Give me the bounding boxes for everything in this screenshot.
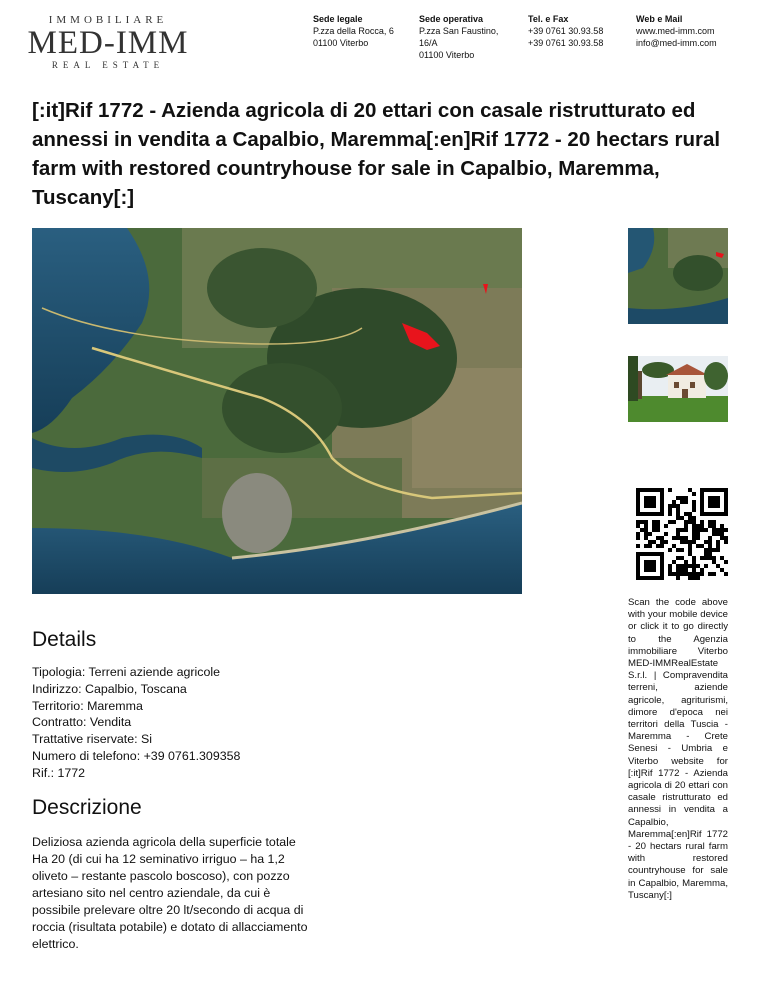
details-heading: Details (32, 628, 97, 651)
detail-item: Indirizzo: Capalbio, Toscana (32, 681, 187, 696)
satellite-map-image[interactable] (32, 228, 522, 594)
header-heading: Web e Mail (636, 14, 683, 24)
qr-code-graphic (636, 488, 728, 580)
header-sede-legale (313, 13, 394, 49)
description-heading: Descrizione (32, 796, 142, 819)
qr-code[interactable] (636, 488, 728, 580)
detail-item: Contratto: Vendita (32, 715, 132, 730)
header-line: +39 0761 30.93.58 (528, 26, 604, 36)
header-heading: Sede legale (313, 14, 363, 24)
logo-top-text: IMMOBILIARE (48, 14, 168, 26)
page-title: [:it]Rif 1772 - Azienda agricola di 20 ettari con casale ristrutturato ed annessi in vendita a Capalbio, Maremma[:en]Rif 1772 - 20 hectars rural farm with restored countryhouse for sale in Capalbio, Maremma, Tuscany[:] (32, 99, 721, 209)
header-website-link[interactable]: www.med-imm.com (636, 26, 715, 36)
header-line: 01100 Viterbo (419, 50, 475, 60)
header-heading: Sede operativa (419, 14, 484, 24)
description-text: Deliziosa azienda agricola della superficie totale Ha 20 (di cui ha 12 seminativo irriguo – ha 1,2 oliveto – restante pascolo boscoso), con pozzo artesiano sito nel centro aziendale, da cui è possibile prelevare oltre 20 lt/secondo di acqua di roccia (risultata potabile) e dotato di allacciamento elettrico. (32, 835, 308, 951)
header-heading: Tel. e Fax (528, 14, 569, 24)
header-sede-operativa (419, 13, 498, 61)
house-photo-graphic (628, 356, 728, 422)
header-line: P.zza San Faustino, (419, 26, 499, 36)
house-photo-thumbnail[interactable] (628, 356, 728, 422)
detail-item: Numero di telefono: +39 0761.309358 (32, 748, 241, 763)
map-thumbnail[interactable] (628, 228, 728, 324)
logo-main-text: MED-IMM (27, 25, 189, 61)
detail-item: Territorio: Maremma (32, 698, 143, 713)
logo-bottom-text: REAL ESTATE (51, 60, 165, 70)
header-line: P.zza della Rocca, 6 (313, 26, 394, 36)
detail-item: Trattative riservate: Si (32, 732, 153, 747)
header-web-mail (636, 13, 717, 49)
header-line: +39 0761 30.93.58 (528, 38, 604, 48)
qr-scan-caption: Scan the code above with your mobile device or click it to go directly to the Agenzia immobiliare Viterbo MED-IMMRealEstate S.r.l. | Compravendita terreni, aziende agricole, agriturismi, dimore d'epoca nei territori della Tuscia - Maremma - Crete Senesi - Umbria e Viterbo website for [:it]Rif 1772 - Azienda agricola di 20 ettari con casale ristrutturato ed annessi in vendita a Capalbio, Maremma[:en]Rif 1772 - 20 hectars rural farm with restored countryhouse for sale in Capalbio, Maremma, Tuscany[:] (628, 597, 728, 901)
header-line: 16/A (419, 38, 438, 48)
map-thumbnail-graphic (628, 228, 728, 324)
details-list (32, 664, 240, 782)
company-logo[interactable] (22, 14, 194, 72)
header-line: 01100 Viterbo (313, 38, 369, 48)
detail-item: Rif.: 1772 (32, 765, 86, 780)
header-email-link[interactable]: info@med-imm.com (636, 38, 717, 48)
satellite-map-graphic (32, 228, 522, 594)
header-tel-fax (528, 13, 603, 49)
detail-item: Tipologia: Terreni aziende agricole (32, 665, 221, 679)
